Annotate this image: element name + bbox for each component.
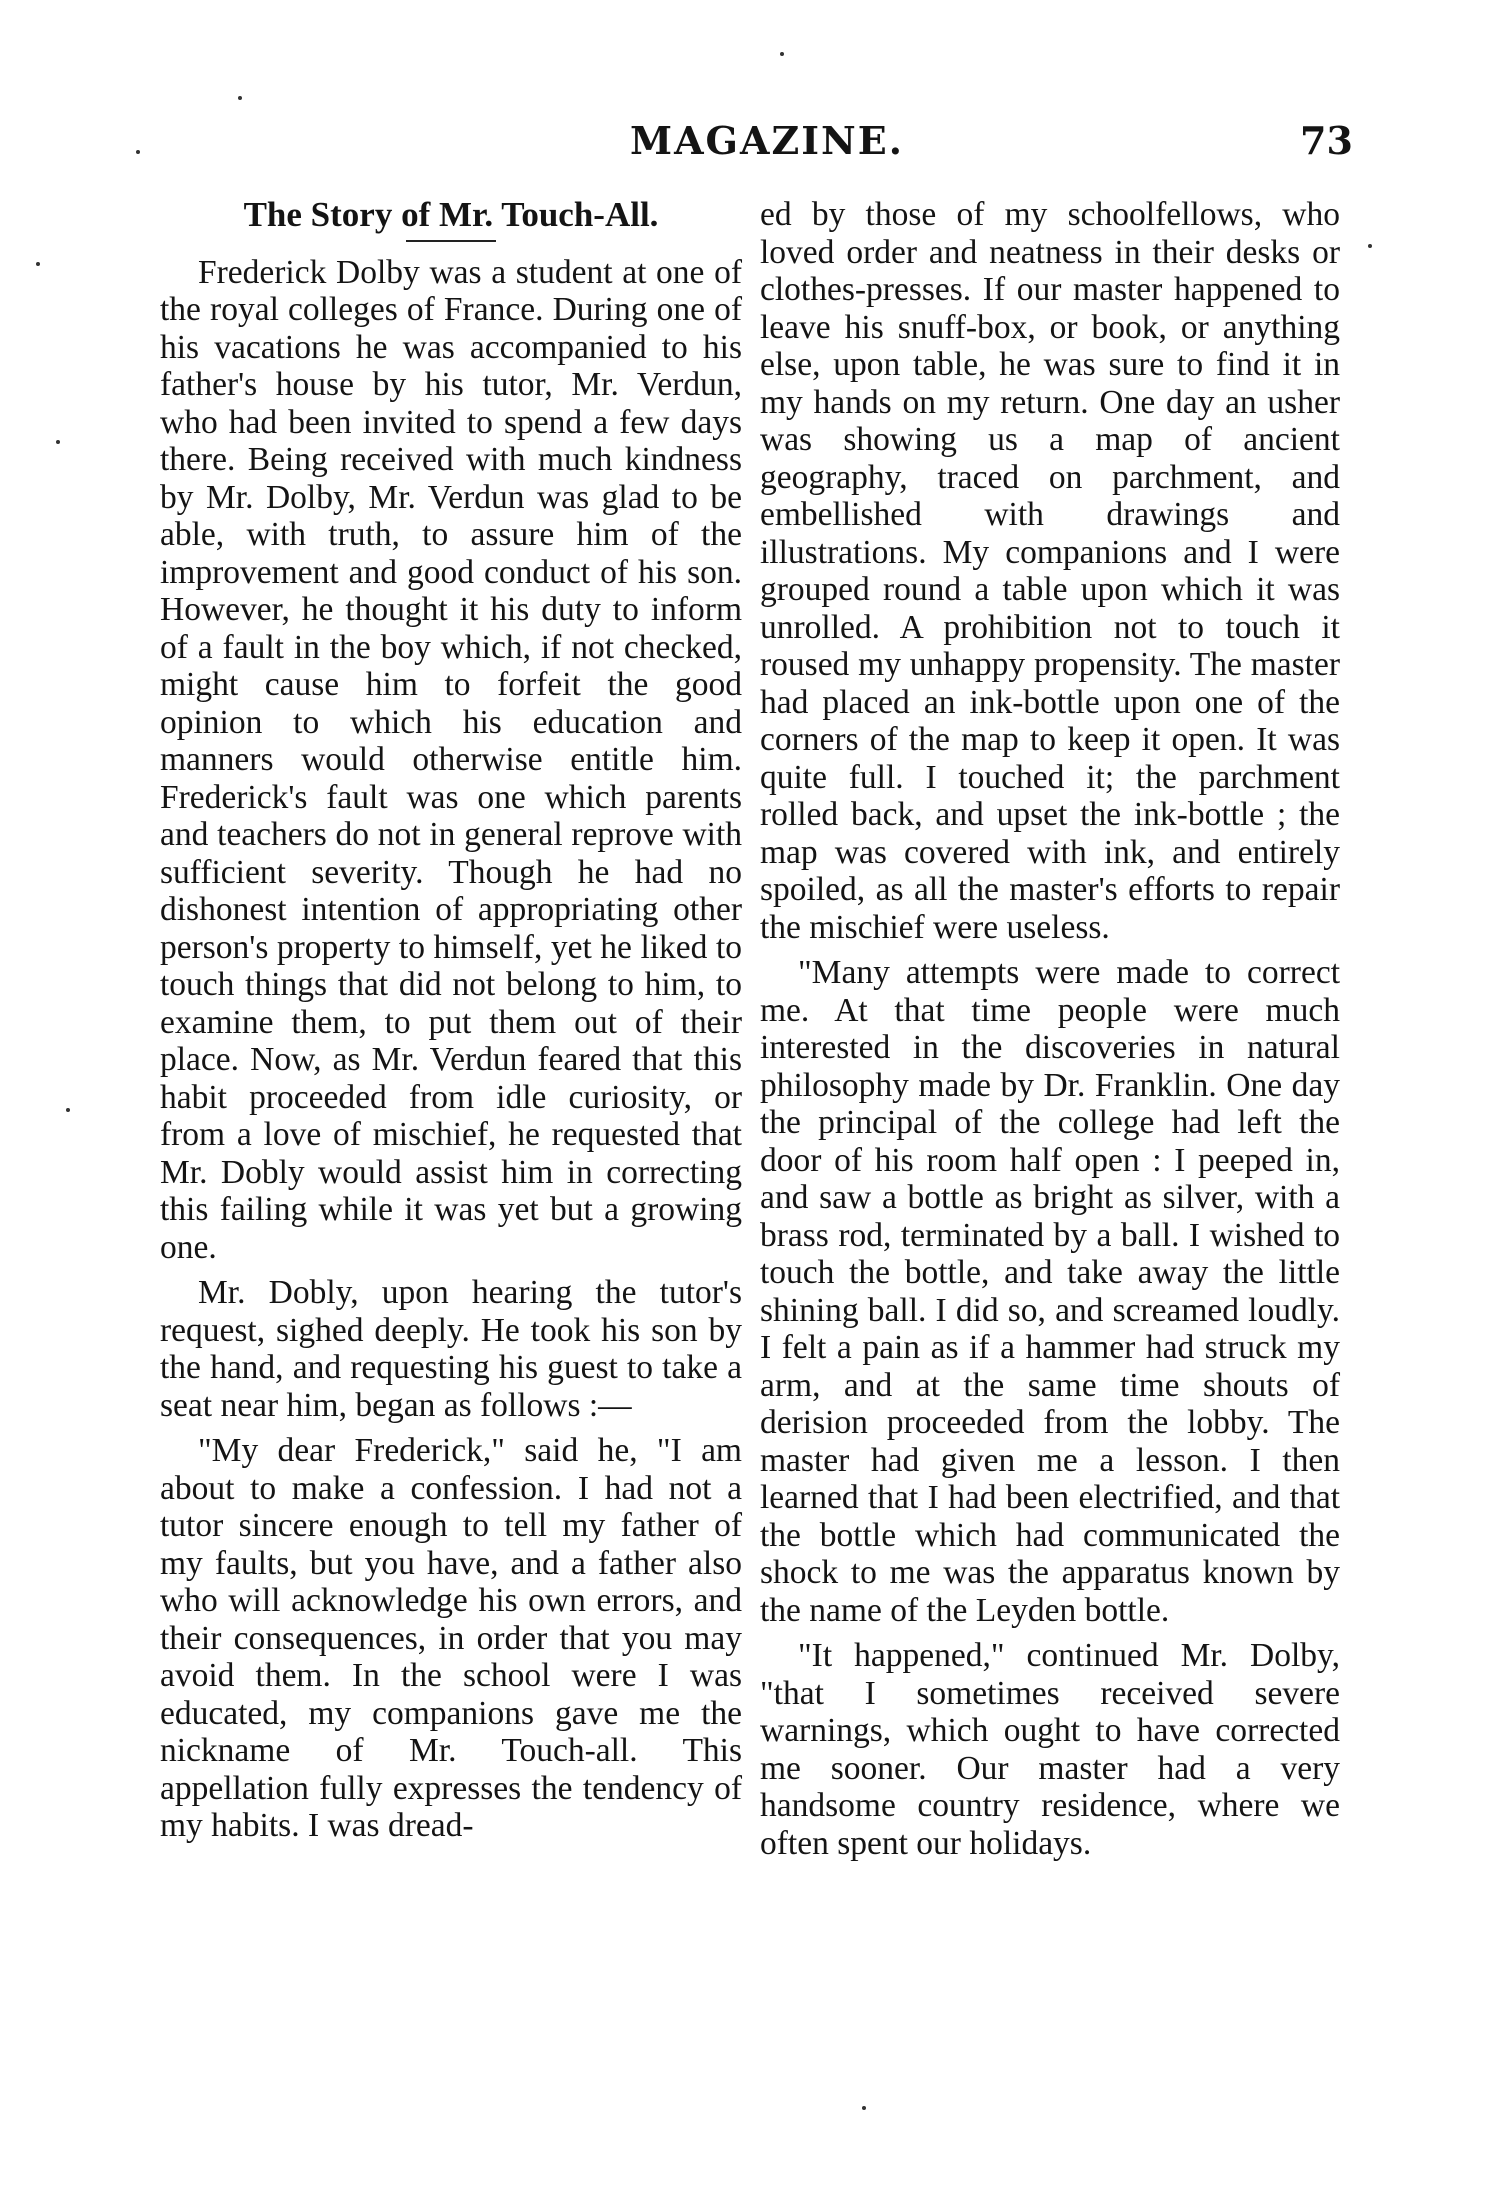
scan-speck [1368, 244, 1372, 248]
running-title: MAGAZINE. [630, 118, 904, 163]
scan-speck [136, 150, 140, 154]
scan-speck [66, 1108, 70, 1112]
paragraph: "My dear Frederick," said he, "I am about to make a confession. I had not a tutor sincere enough to tell my father of my faults, but you have, and a father also who will acknowledge his own errors, and their consequences, in order that you may avoid them. In the school were I was educated, my companions gave me the nickname of Mr. Touch-all. This appellation fully expresses the tendency of my habits. I was dread- [160, 1432, 742, 1844]
paragraph: "Many attempts were made to correct me. At that time people were much interested in the discoveries in natural philosophy made by Dr. Franklin. One day the principal of the college had left the door of his room half open : I peeped in, and saw a bottle as bright as silver, with a brass rod, terminated by a ball. I wished to touch the bottle, and take away the little shining ball. I did so, and screamed loudly. I felt a pain as if a hammer had struck my arm, and at the same time shouts of derision proceeded from the lobby. The master had given me a lesson. I then learned that I had been electrified, and that the bottle which had communicated the shock to me was the apparatus known by the name of the Leyden bottle. [760, 954, 1340, 1629]
paragraph: Frederick Dolby was a student at one of the royal colleges of France. During one of his vacations he was accompanied to his father's house by his tutor, Mr. Verdun, who had been invited to spend a few days there. Being received with much kindness by Mr. Dolby, Mr. Verdun was glad to be able, with truth, to assure him of the improvement and good conduct of his son. However, he thought it his duty to inform of a fault in the boy which, if not checked, might cause him to forfeit the good opinion to which his education and manners would otherwise entitle him. Frederick's fault was one which parents and teachers do not in general reprove with sufficient severity. Though he had no dishonest intention of appropriating other person's property to himself, yet he liked to touch things that did not belong to him, to examine them, to put them out of their place. Now, as Mr. Verdun feared that this habit proceeded from idle curiosity, or from a love of mischief, he requested that Mr. Dobly would assist him in correcting this failing while it was yet but a growing one. [160, 253, 742, 1266]
scan-speck [780, 52, 784, 56]
paragraph: "It happened," continued Mr. Dolby, "that I sometimes received severe warnings, which ought to have corrected me sooner. Our master had a very handsome country residence, where we often spent our holidays. [760, 1637, 1340, 1862]
running-head [0, 118, 1486, 178]
scan-speck [36, 262, 40, 266]
scan-speck [238, 96, 242, 100]
paragraph-continuation: ed by those of my schoolfellows, who loved order and neatness in their desks or clothes-presses. If our master happened to leave his snuff-box, or book, or anything else, upon table, he was sure to find it in my hands on my return. One day an usher was showing us a map of ancient geography, traced on parchment, and embellished with drawings and illustrations. My companions and I were grouped round a table upon which it was unrolled. A prohibition not to touch it roused my unhappy propensity. The master had placed an ink-bottle upon one of the corners of the map to keep it open. It was quite full. I touched it; the parchment rolled back, and upset the ink-bottle ; the map was covered with ink, and entirely spoiled, as all the master's efforts to repair the mischief were useless. [760, 196, 1340, 946]
article-title: The Story of Mr. Touch-All. [243, 195, 659, 234]
paragraph: Mr. Dobly, upon hearing the tutor's request, sighed deeply. He took his son by the hand, and requesting his guest to take a seat near him, began as follows :— [160, 1274, 742, 1424]
right-column [760, 196, 1340, 1870]
left-column [160, 196, 742, 1853]
scan-speck [56, 440, 60, 444]
title-rule [406, 240, 496, 242]
scan-speck [862, 2106, 866, 2110]
page-number: 73 [1300, 118, 1353, 163]
